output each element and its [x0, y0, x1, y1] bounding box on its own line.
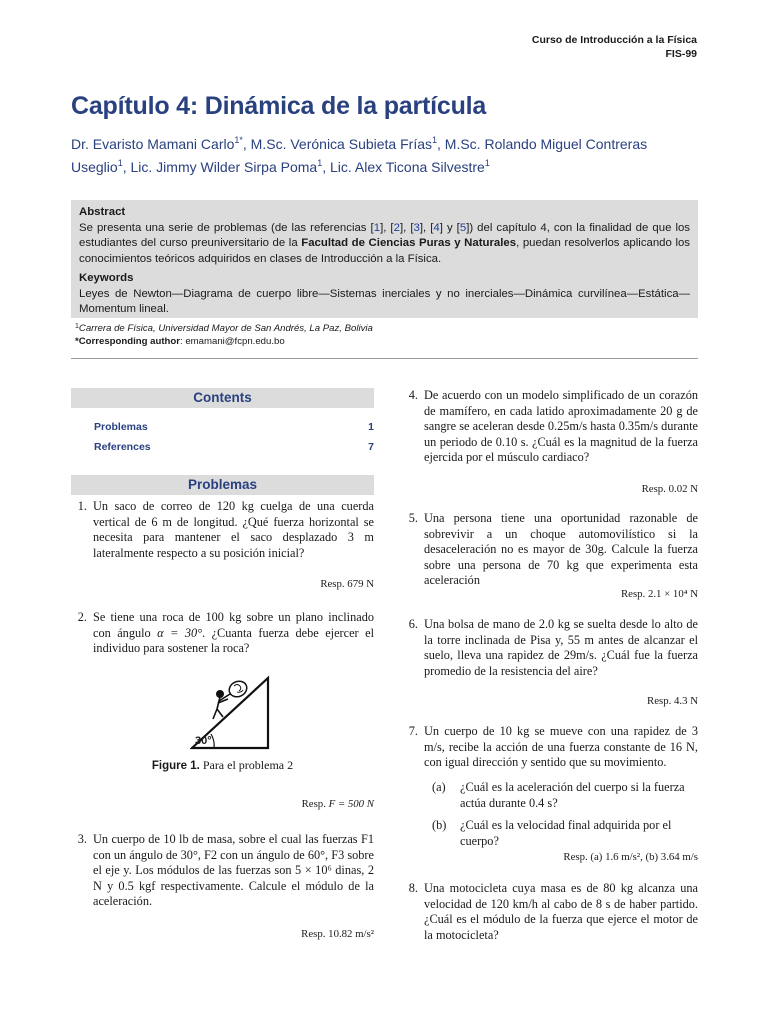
- problem-text: Un cuerpo de 10 lb de masa, sobre el cual las fuerzas F1 con un ángulo de 30°, F2 con un ángulo de 60°, F3 sobre el eje y. Los módulos de las fuerzas son 5 × 10⁶ dinas, 2 N y 0.5 kgf respectivamente. Calcule el módulo de la aceleración.: [93, 832, 374, 908]
- author-name: , M.Sc. Rolando Miguel Contreras: [437, 136, 648, 152]
- affiliation-line: $^1$Carrera de Física, Universidad Mayor de San Andrés, La Paz, Bolivia: [75, 323, 373, 334]
- problem-5: [402, 511, 698, 589]
- affiliation-marker: 1: [432, 135, 438, 145]
- author-name: Useglio: [71, 159, 118, 175]
- corresponding-author: *Corresponding author: emamani@fcpn.edu.bo: [75, 336, 285, 347]
- problem-7: [402, 724, 698, 771]
- answer: Resp. 4.3 N: [647, 695, 698, 707]
- citation-link[interactable]: 5: [459, 221, 467, 234]
- toc-item-references[interactable]: [94, 441, 374, 453]
- problem-6: [402, 617, 698, 679]
- toc-label: Problemas: [94, 421, 148, 433]
- author-name: , Lic. Alex Ticona Silvestre: [322, 159, 485, 175]
- citation-link[interactable]: 4: [433, 221, 440, 234]
- divider: [71, 358, 698, 359]
- problem-3: [71, 832, 374, 910]
- problem-1: [71, 499, 374, 561]
- running-header: [532, 33, 697, 61]
- toc-page: 7: [368, 441, 374, 453]
- course-code: FIS-99: [665, 48, 697, 60]
- problems-heading: Problemas: [71, 475, 374, 495]
- problem-4: [402, 388, 698, 466]
- answer: Resp. 10.82 m/s²: [301, 928, 374, 940]
- author-name: , M.Sc. Verónica Subieta Frías: [242, 136, 432, 152]
- answer: Resp. 2.1 × 10⁴ N: [620, 588, 698, 600]
- problem-number: 5.: [408, 511, 418, 525]
- problem-text: Un saco de correo de 120 kg cuelga de una cuerda vertical de 6 m de longitud. ¿Qué fuerza horizontal se necesita para mantener el saco desplazado 3 m lateralmente respecto a su posición inicial?: [93, 499, 374, 560]
- toc-page: 1: [368, 421, 374, 433]
- subquestion-a: (a) ¿Cuál es la aceleración del cuerpo si la fuerza actúa durante 0.4 s?: [432, 780, 685, 810]
- abstract-heading: Abstract: [79, 206, 126, 218]
- rock-icon: [227, 678, 250, 699]
- toc-label: References: [94, 441, 151, 453]
- angle-label: 30°: [195, 735, 212, 747]
- problem-text: Una persona tiene una oportunidad razonable de sobrevivir a un choque automovilístico si la desaceleración no es mayor de 30g. Calcule la fuerza sobre una persona de 70 kg que experimenta esta aceleración: [424, 511, 698, 587]
- answer: Resp. 679 N: [320, 578, 374, 590]
- problem-text: Se tiene una roca de 100 kg sobre un plano inclinado con ángulo α = 30°. ¿Cuanta fuerza debe ejercer el individuo para sostener la roca?: [93, 610, 374, 655]
- abstract-text: Se presenta una serie de problemas (de las referencias [1], [2], [3], [4] y [5]) del capítulo 4, con la finalidad de que los estudiantes del curso preuniversitario de la Facultad de Ciencias Puras y Naturales, puedan resolverlos aplicando los conocimientos teóricos adquiridos en clases de Introducción a la Física.: [79, 221, 691, 265]
- contents-heading: Contents: [71, 388, 374, 408]
- course-name: Curso de Introducción a la Física: [531, 34, 697, 46]
- affiliation-marker: 1*: [234, 135, 243, 145]
- figure-caption: Figure 1. Para el problema 2: [151, 758, 294, 772]
- problem-number: 3.: [77, 832, 87, 846]
- citation-link[interactable]: 1: [373, 221, 381, 234]
- problem-text: De acuerdo con un modelo simplificado de un corazón de mamífero, en cada latido aproximadamente 20 g de sangre se aceleran desde 0.25m/s hasta 0.35m/s durante un periodo de 0.10 s. ¿Cuál es la magnitud de la fuerza ejercida por el músculo cardiaco?: [424, 388, 698, 464]
- problem-text: Un cuerpo de 10 kg se mueve con una rapidez de 3 m/s, recibe la acción de una fuerza constante de 16 N, con igual dirección y sentido que su movimiento.: [424, 724, 698, 769]
- problem-8: [402, 881, 698, 943]
- author-name: Dr. Evaristo Mamani Carlo: [71, 136, 235, 152]
- problem-number: 2.: [77, 610, 87, 624]
- problem-2: [71, 610, 374, 657]
- chapter-title: Capítulo 4: Dinámica de la partícula: [71, 92, 487, 120]
- problem-number: 7.: [408, 724, 418, 738]
- citation-link[interactable]: 2: [393, 221, 400, 234]
- keywords-heading: Keywords: [79, 272, 134, 284]
- problem-number: 1.: [77, 499, 87, 513]
- problem-text: Una bolsa de mano de 2.0 kg se suelta desde lo alto de la torre inclinada de Pisa y, 55 m antes de alcanzar el suelo, lleva una rapidez de 29m/s. ¿Cuál fue la fuerza promedio de la resistencia del aire?: [424, 617, 698, 678]
- citation-link[interactable]: 3: [413, 221, 420, 234]
- problem-number: 6.: [408, 617, 418, 631]
- angle-value: α = 30°: [157, 625, 203, 640]
- problem-number: 8.: [408, 881, 418, 895]
- faculty-name: Facultad de Ciencias Puras y Naturales: [301, 237, 517, 249]
- abstract-box: [71, 200, 698, 318]
- author-name: , Lic. Jimmy Wilder Sirpa Poma: [122, 159, 318, 175]
- problem-number: 4.: [408, 388, 418, 402]
- author-list: [71, 133, 699, 179]
- subquestion-b: (b) ¿Cuál es la velocidad final adquirida por el cuerpo?: [432, 818, 672, 848]
- keywords-text: Leyes de Newton—Diagrama de cuerpo libre—Sistemas inerciales y no inerciales—Dinámica curvilínea—Estática—Momentum lineal.: [79, 287, 690, 315]
- answer: Resp. (a) 1.6 m/s², (b) 3.64 m/s: [563, 851, 698, 863]
- figure-label: Figure 1.: [151, 760, 200, 772]
- problem-text: Una motocicleta cuya masa es de 80 kg alcanza una velocidad de 120 km/h al cabo de 8 s de haber partido. ¿Cuál es el módulo de la fuerza que ejerce el motor de la motocicleta?: [424, 881, 698, 942]
- affiliation-marker: 1: [117, 158, 123, 168]
- toc-item-problemas[interactable]: [94, 421, 374, 433]
- answer: Resp. F = 500 N: [301, 798, 374, 810]
- affiliation-block: [75, 322, 373, 348]
- answer: Resp. 0.02 N: [641, 483, 698, 495]
- affiliation-marker: 1: [317, 158, 323, 168]
- affiliation-marker: 1: [484, 158, 490, 168]
